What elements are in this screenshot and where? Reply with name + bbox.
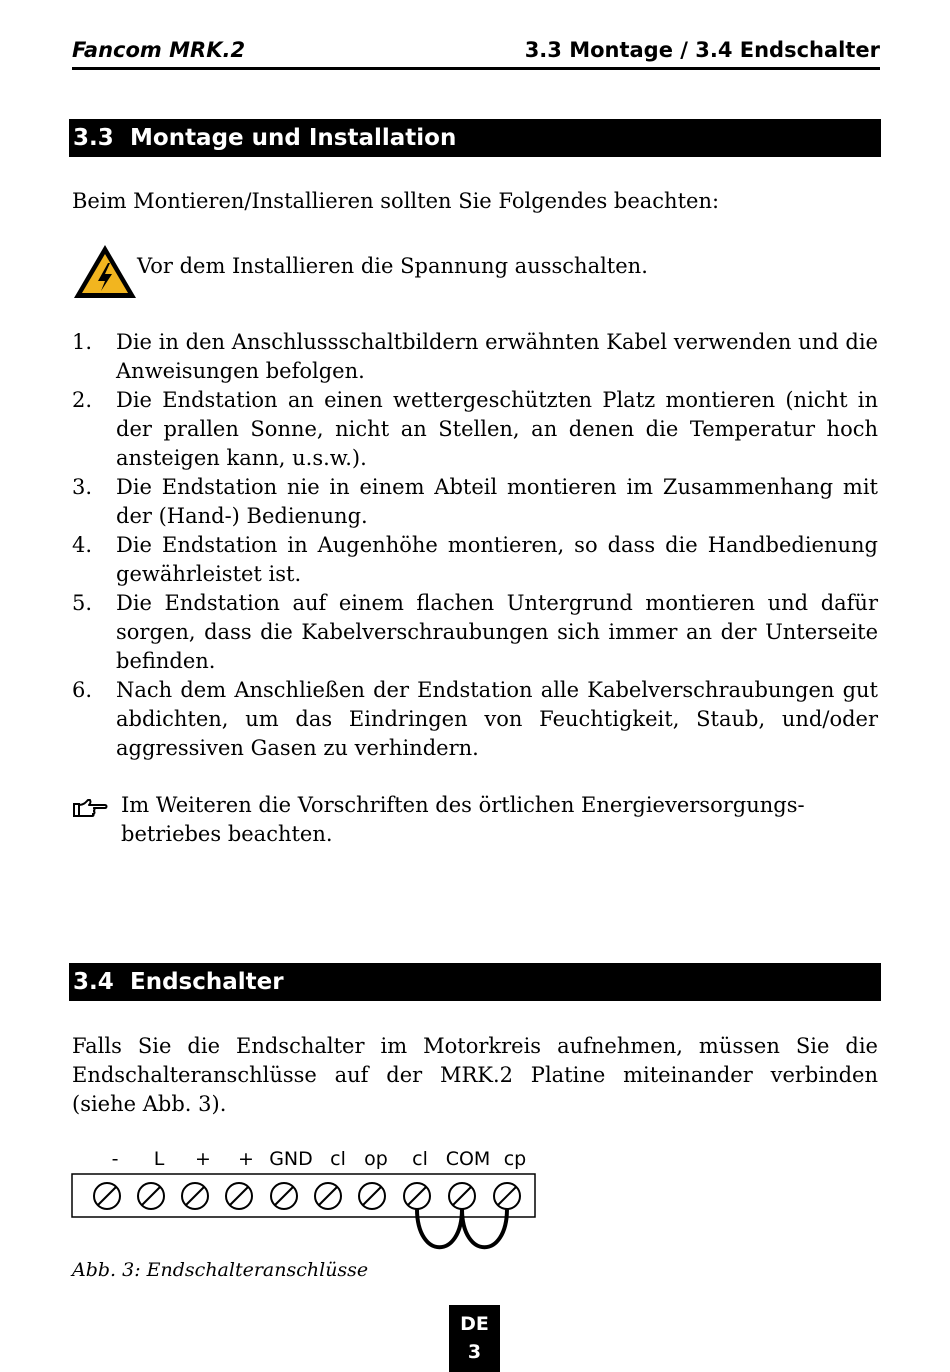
endschalter-text: Falls Sie die Endschalter im Motorkreis aufnehmen, müssen Sie die Endschalteranschlüsse auf der MRK.2 Platine miteinander verbinden (siehe Abb. 3). — [72, 1034, 878, 1116]
header-rule — [72, 67, 880, 70]
high-voltage-warning-icon — [72, 243, 138, 301]
terminal-labels — [72, 1148, 542, 1174]
warning-row — [72, 243, 878, 301]
terminal-label: COM — [445, 1148, 491, 1170]
header-section-title: 3.3 Montage / 3.4 Endschalter — [524, 38, 880, 62]
section-title: Endschalter — [130, 969, 284, 995]
section-number: 3.3 — [73, 125, 114, 151]
terminal-label: GND — [269, 1148, 313, 1170]
list-item — [72, 676, 878, 763]
intro-text: Beim Montieren/Installieren sollten Sie Folgendes beachten: — [72, 189, 720, 213]
page-number: 3 — [467, 1341, 482, 1363]
terminal-label: L — [153, 1148, 165, 1170]
installation-steps — [72, 328, 878, 763]
list-item — [72, 328, 878, 386]
section-heading-3-3 — [69, 119, 881, 157]
terminal-label: cp — [503, 1148, 527, 1170]
step-text: Die in den Anschlussschaltbildern erwähnten Kabel verwenden und die Anweisungen befolgen. — [116, 330, 878, 383]
list-item — [72, 589, 878, 676]
list-item — [72, 386, 878, 473]
page-number-box — [449, 1305, 500, 1372]
step-text: Die Endstation in Augenhöhe montieren, so dass die Handbedienung gewährleistet ist. — [116, 533, 878, 586]
pointing-hand-icon — [72, 797, 108, 819]
note-row — [72, 791, 878, 849]
terminal-label: - — [111, 1148, 119, 1170]
step-number: 5. — [72, 591, 93, 615]
terminal-label: cl — [330, 1148, 346, 1170]
language-code: DE — [460, 1313, 489, 1335]
terminal-label: cl — [412, 1148, 428, 1170]
step-text: Nach dem Anschließen der Endstation alle Kabelverschraubungen gut abdichten, um das Eindringen von Feuchtigkeit, Staub, und/oder aggressiven Gasen zu verhindern. — [116, 678, 878, 760]
list-item — [72, 473, 878, 531]
terminal-block-diagram — [70, 1172, 540, 1262]
terminal-label: + — [195, 1148, 211, 1170]
terminal-label: op — [364, 1148, 388, 1170]
step-number: 3. — [72, 475, 93, 499]
terminal-block — [72, 1174, 535, 1217]
figure-caption: Abb. 3: Endschalteranschlüsse — [72, 1259, 369, 1281]
step-number: 2. — [72, 388, 93, 412]
step-number: 4. — [72, 533, 93, 557]
terminal-label: + — [238, 1148, 254, 1170]
step-number: 1. — [72, 330, 93, 354]
step-text: Die Endstation an einen wettergeschützten Platz montieren (nicht in der prallen Sonne, nicht an Stellen, an denen die Temperatur hoch ansteigen kann, u.s.w.). — [116, 388, 878, 470]
section-heading-3-4 — [69, 963, 881, 1001]
warning-text: Vor dem Installieren die Spannung ausschalten. — [137, 254, 648, 278]
list-item — [72, 531, 878, 589]
header-product-name: Fancom MRK.2 — [72, 38, 246, 62]
step-number: 6. — [72, 678, 93, 702]
section-number: 3.4 — [73, 969, 114, 995]
step-text: Die Endstation auf einem flachen Untergrund montieren und dafür sorgen, dass die Kabelverschraubungen sich immer an der Unterseite befinden. — [116, 591, 878, 673]
step-text: Die Endstation nie in einem Abteil montieren im Zusammenhang mit der (Hand-) Bedienung. — [116, 475, 878, 528]
note-text: Im Weiteren die Vorschriften des örtlichen Energieversorgungs-betriebes beachten. — [121, 793, 805, 846]
section-title: Montage und Installation — [130, 125, 457, 151]
